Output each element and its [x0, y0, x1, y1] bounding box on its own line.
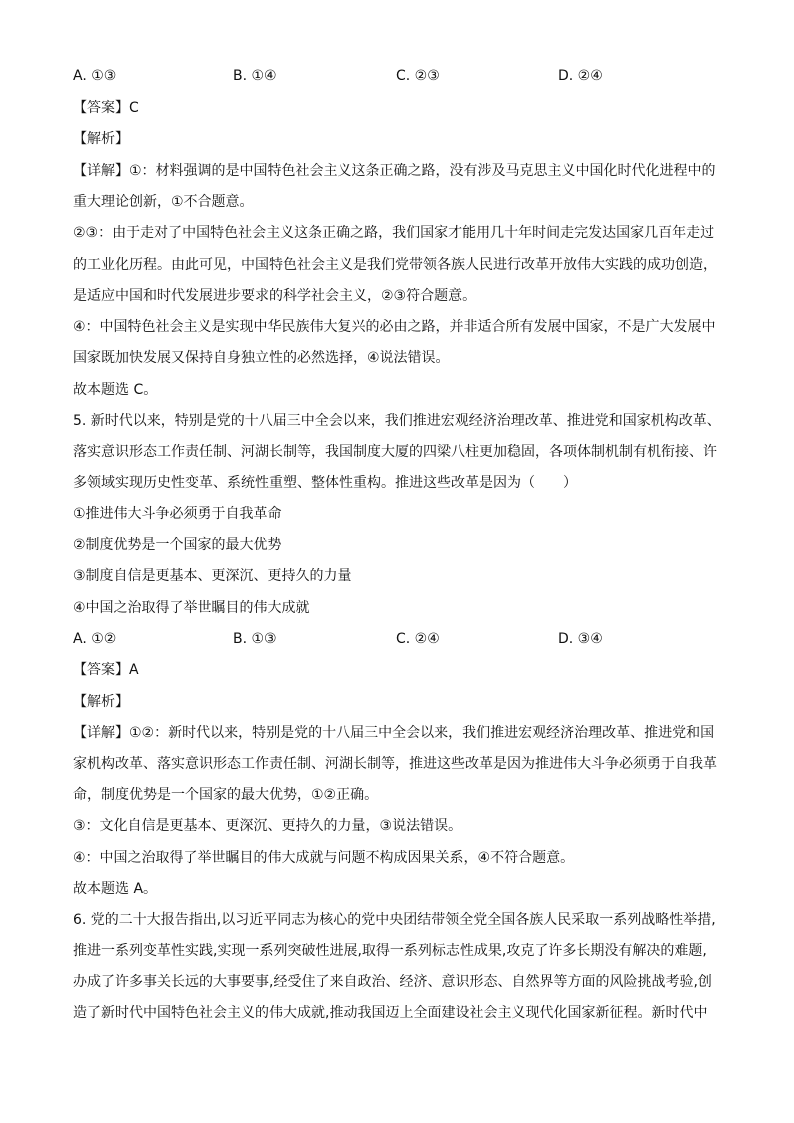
q5-stem-line: 5. 新时代以来，特别是党的十八届三中全会以来，我们推进宏观经济治理改革、推进党和国家机构改革、	[73, 413, 721, 429]
q5-stem-line: 落实意识形态工作责任制、河湖长制等，我国制度大厦的四梁八柱更加稳固，各项体制机制有机衔接、许	[73, 444, 717, 460]
answer-label: 【答案】	[73, 662, 129, 678]
q4-option-b: B. ①④	[233, 68, 277, 84]
q5-statement: ③制度自信是更基本、更深沉、更持久的力量	[73, 568, 352, 584]
q4-detail-line: 的工业化历程。由此可见，中国特色社会主义是我们党带领各族人民进行改革开放伟大实践的成功创造，	[73, 257, 717, 273]
q6-stem-line: 造了新时代中国特色社会主义的伟大成就,推动我国迈上全面建设社会主义现代化国家新征程。新时代中	[73, 1005, 708, 1021]
q6-stem-line: 办成了许多事关长远的大事要事,经受住了来自政治、经济、意识形态、自然界等方面的风险挑战考验,创	[73, 974, 712, 990]
answer-value: C	[129, 100, 139, 116]
q4-option-a: A. ①③	[73, 68, 117, 84]
q4-detail-line: ④：中国特色社会主义是实现中华民族伟大复兴的必由之路，并非适合所有发展中国家，不是广大发展中	[73, 319, 716, 335]
q5-conclusion: 故本题选 A。	[73, 881, 158, 897]
q5-analysis-label: 【解析】	[73, 694, 129, 710]
q5-stem-line: 多领域实现历史性变革、系统性重塑、整体性重构。推进这些改革是因为（ ）	[73, 475, 577, 491]
q6-stem-line: 6. 党的二十大报告指出,以习近平同志为核心的党中央团结带领全党全国各族人民采取一系列战略性举措,	[73, 912, 716, 928]
q5-detail-line: ④：中国之治取得了举世瞩目的伟大成就与问题不构成因果关系，④不符合题意。	[73, 850, 575, 866]
q4-detail-line: 【详解】①：材料强调的是中国特色社会主义这条正确之路，没有涉及马克思主义中国化时代化进程中的	[73, 163, 716, 179]
q4-detail-line: 重大理论创新，①不合题意。	[73, 194, 254, 210]
q4-option-c: C. ②③	[396, 68, 440, 84]
answer-label: 【答案】	[73, 100, 129, 116]
q4-detail-line: 是适应中国和时代发展进步要求的科学社会主义，②③符合题意。	[73, 288, 477, 304]
q4-option-d: D. ②④	[558, 68, 603, 84]
q6-stem-line: 推进一系列变革性实践,实现一系列突破性进展,取得一系列标志性成果,攻克了许多长期没有解决的难题,	[73, 943, 707, 959]
q5-detail-line: ③：文化自信是更基本、更深沉、更持久的力量，③说法错误。	[73, 818, 463, 834]
q5-option-d: D. ③④	[558, 631, 603, 647]
q5-statement: ①推进伟大斗争必须勇于自我革命	[73, 506, 282, 522]
q4-conclusion: 故本题选 C。	[73, 382, 158, 398]
q5-option-b: B. ①③	[233, 631, 277, 647]
q5-option-a: A. ①②	[73, 631, 117, 647]
q4-answer	[73, 98, 139, 118]
q5-option-c: C. ②④	[396, 631, 440, 647]
q5-statement: ②制度优势是一个国家的最大优势	[73, 537, 282, 553]
q5-statement: ④中国之治取得了举世瞩目的伟大成就	[73, 600, 310, 616]
answer-value: A	[129, 662, 139, 678]
q4-detail-line: 国家既加快发展又保持自身独立性的必然选择，④说法错误。	[73, 350, 450, 366]
q4-detail-line: ②③：由于走对了中国特色社会主义这条正确之路，我们国家才能用几十年时间走完发达国家几百年走过	[73, 225, 715, 241]
q5-detail-line: 命，制度优势是一个国家的最大优势，①②正确。	[73, 787, 379, 803]
q5-detail-line: 【详解】①②：新时代以来，特别是党的十八届三中全会以来，我们推进宏观经济治理改革、推进党和国	[73, 725, 715, 741]
q4-analysis-label: 【解析】	[73, 131, 129, 147]
q5-detail-line: 家机构改革、落实意识形态工作责任制、河湖长制等，推进这些改革是因为推进伟大斗争必须勇于自我革	[73, 756, 717, 772]
q5-answer	[73, 660, 139, 680]
